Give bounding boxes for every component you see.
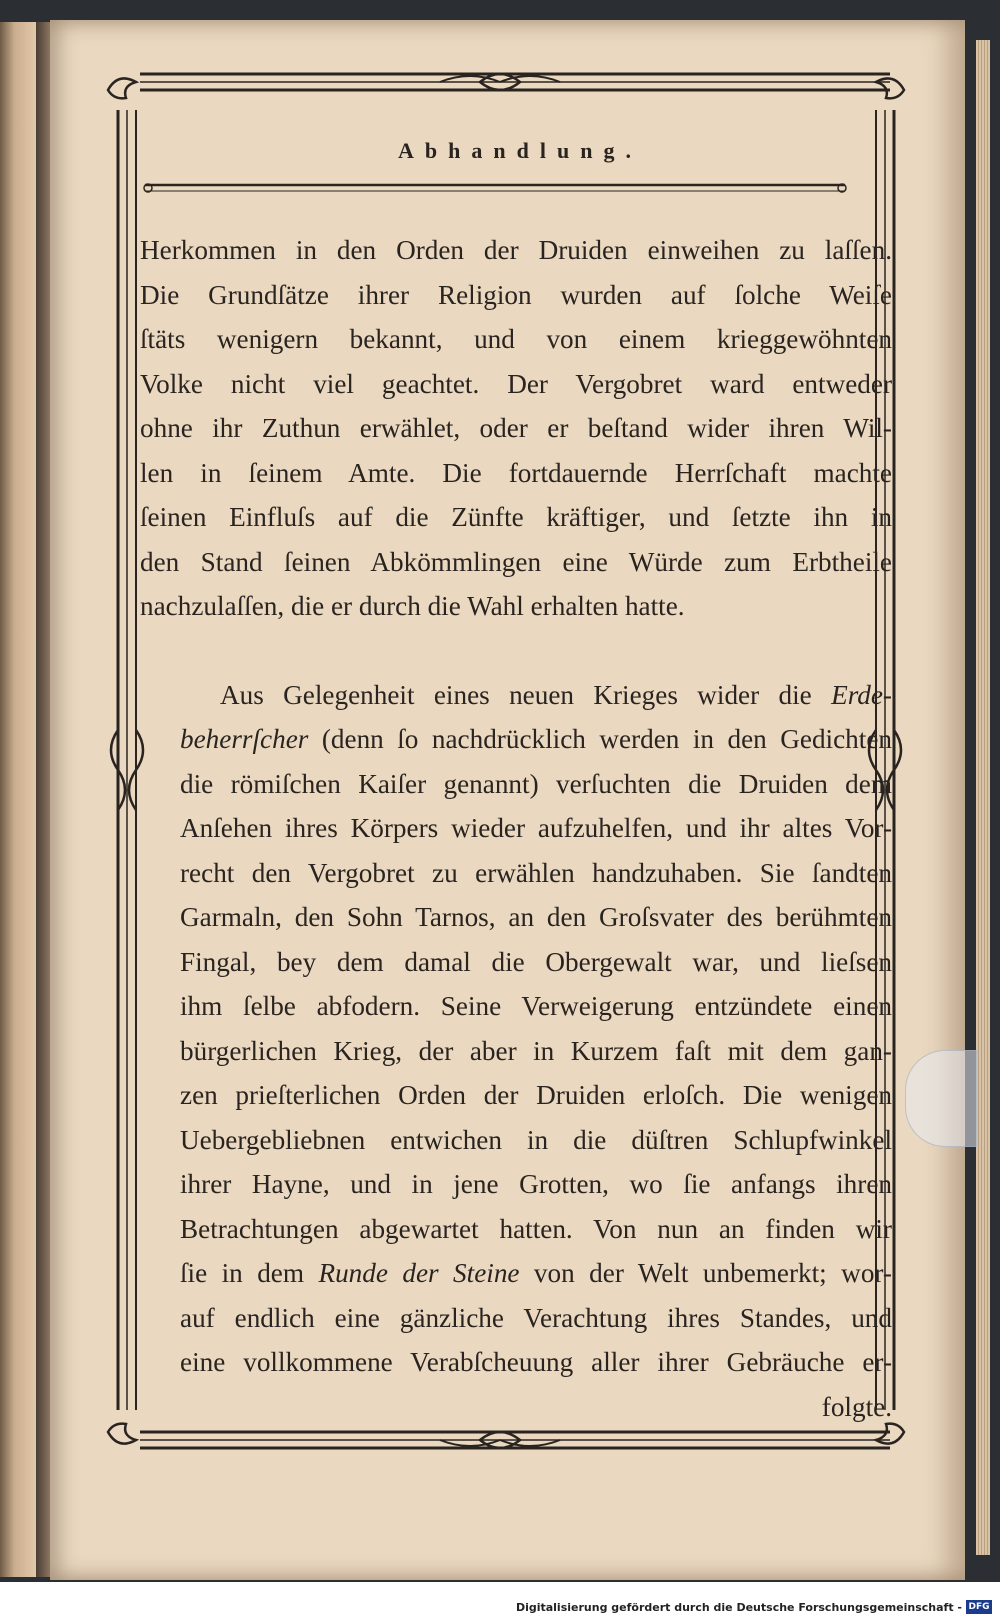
text-line: auf endlich eine gänzliche Verachtung ihres Standes, und	[180, 1302, 892, 1333]
text-line: ſtäts wenigern bekannt, und von einem kriеggewöhnten	[140, 324, 892, 354]
paragraph-2	[140, 673, 892, 1430]
text-line: nachzulaſſen, die er durch die Wahl erhalten hatte.	[140, 591, 685, 621]
text-line: Uebergebliebnen entwichen in die düſtren Schlupfwinkel	[180, 1124, 892, 1155]
italic-run: beherrſcher	[180, 724, 309, 754]
text-line: Anſehen ihres Körpers wieder aufzuhelfen, und ihr altes Vor-	[180, 813, 892, 843]
text-line: len in ſeinem Amte. Die fortdauernde Herrſchaft machte	[140, 457, 892, 488]
text-line: eine vollkommene Verabſcheuung aller ihrer Gebräuche er-	[180, 1347, 892, 1377]
dfg-logo: DFG	[966, 1600, 992, 1614]
text-line: Betrachtungen abgewartet hatten. Von nun an finden wir	[180, 1213, 892, 1244]
text-line	[140, 717, 892, 762]
text-line: ihrer Hayne, und in jene Grotten, wo ſie anfangs ihren	[180, 1169, 892, 1199]
text-line: Garmaln, den Sohn Tarnos, an den Groſsvater des berühmten	[180, 902, 892, 932]
text-line: folgte.	[821, 1391, 892, 1422]
text-line: recht den Vergobret zu erwählen handzuhaben. Sie ſandten	[180, 857, 892, 888]
text-line: Herkommen in den Orden der Druiden einweihen zu laſſen.	[140, 235, 892, 265]
italic-run: Erde-	[831, 679, 892, 710]
page-edges	[976, 40, 990, 1555]
text-line: ohne ihr Zuthun erwählet, oder er beſtand wider ihren Wil-	[140, 413, 892, 443]
text-line: ihm ſelbe abfodern. Seine Verweigerung entzündete einen	[180, 991, 892, 1021]
text-line: ſeinen Einfluſs auf die Zünfte kräftiger, und ſetzte ihn in	[140, 502, 892, 532]
text-run: von der Welt unbemerkt; wor-	[519, 1258, 892, 1288]
italic-run: Runde der Steine	[318, 1258, 520, 1288]
text-run: (denn ſo nachdrücklich werden in den Gedichten	[308, 724, 892, 754]
page-heading: Abhandlung.	[398, 138, 642, 163]
body-text	[140, 228, 892, 1429]
paragraph-1	[140, 228, 892, 629]
digitization-credit: Digitalisierung gefördert durch die Deutsche Forschungsgemeinschaft -	[515, 1601, 962, 1614]
text-line	[140, 673, 892, 718]
text-line: bürgerlichen Krieg, der aber in Kurzem faſt mit dem gan-	[180, 1035, 892, 1066]
text-line: Volke nicht viel geachtet. Der Vergobret ward entweder	[140, 368, 892, 399]
text-line: Fingal, bey dem damal die Obergewalt war, und lieſsen	[180, 946, 892, 977]
text-line: den Stand ſeinen Abkömmlingen eine Würde zum Erbtheile	[140, 546, 892, 577]
text-run: Aus Gelegenheit eines neuen Krieges wider die	[220, 679, 832, 710]
bookmark-tab	[905, 1050, 977, 1147]
text-run: ſie in dem	[180, 1258, 319, 1288]
book-spine	[36, 22, 50, 1577]
text-line: die römiſchen Kaiſer genannt) verſuchten die Druiden dem	[180, 768, 892, 799]
left-page-edge	[0, 22, 36, 1577]
text-line: zen prieſterlichen Orden der Druiden erloſch. Die wenigen	[180, 1080, 892, 1110]
text-line	[140, 1251, 892, 1296]
text-line: Die Grundſätze ihrer Religion wurden auf ſolche Weiſe	[140, 279, 892, 310]
